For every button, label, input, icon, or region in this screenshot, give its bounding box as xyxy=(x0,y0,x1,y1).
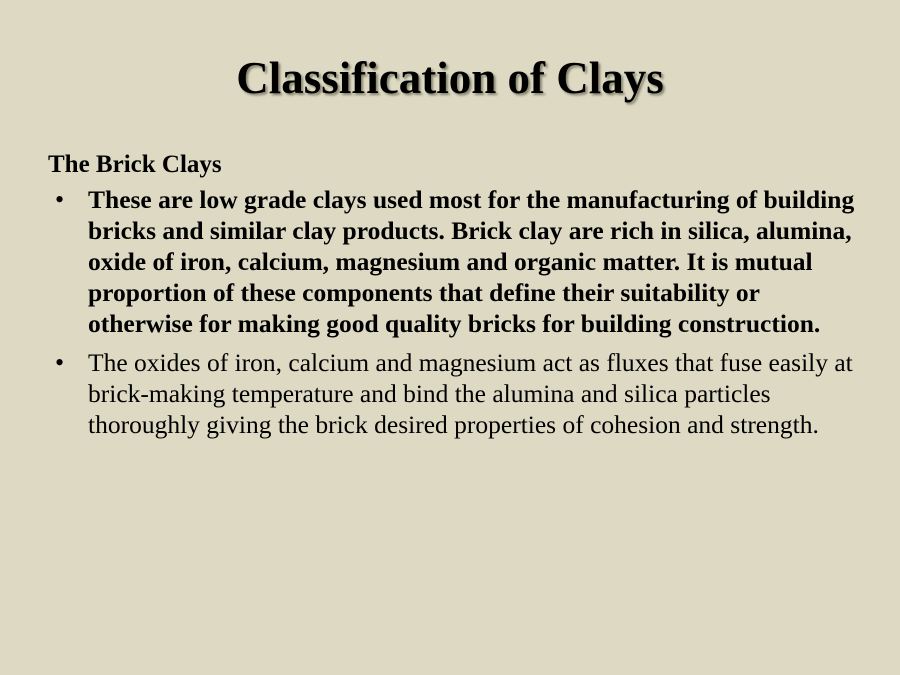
slide-body xyxy=(48,150,858,448)
subheading: The Brick Clays xyxy=(48,151,222,178)
bullet-text-2: The oxides of iron, calcium and magnesium act as fluxes that fuse easily at brick-making temperature and bind the alumina and silica particles thoroughly giving the brick desired properties of cohesion and strength. xyxy=(88,348,853,440)
page-title: Classification of Clays xyxy=(236,53,664,103)
bullet-point-icon: • xyxy=(55,184,65,214)
bullet-point-icon: • xyxy=(55,348,65,378)
list-item xyxy=(48,184,858,340)
bullet-list xyxy=(48,184,858,441)
bullet-text-1: These are low grade clays used most for the manufacturing of building bricks and similar clay products. Brick clay are rich in silica, alumina, oxide of iron, calcium, magnesium and organic matter. It is mutual proportion of these components that define their suitability or otherwise for making good quality bricks for building construction. xyxy=(88,184,855,338)
list-item xyxy=(48,347,858,440)
